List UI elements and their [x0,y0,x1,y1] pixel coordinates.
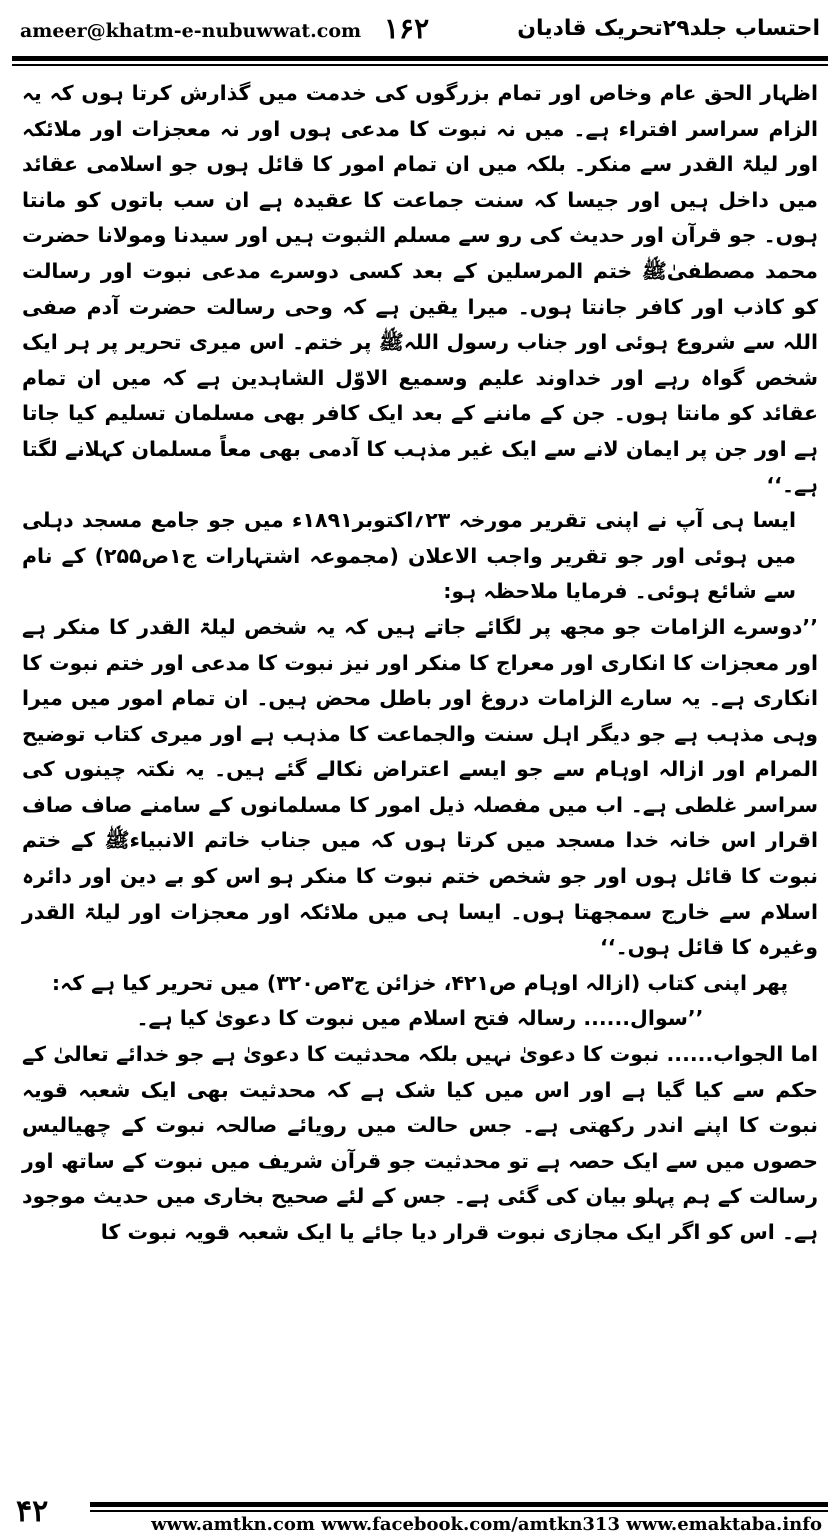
header-rule-thin [12,64,828,66]
paragraph-answer: اما الجواب...... نبوت کا دعویٰ نہیں بلکہ محدثیت کا دعویٰ ہے جو خدائے تعالیٰ کے حکم سے کیا گیا ہے اور اس میں کیا شک ہے کہ محدثیت بھی ایک شعبہ قویہ نبوت کا اپنے اندر رکھتی ہے۔ جس حالت میں رویائے صالحہ نبوت کے چھیالیس حصوں میں سے ایک حصہ ہے تو محدثیت جو قرآن شریف میں نبوت کے ساتھ اور رسالت کے ہم پہلو بیان کی گئی ہے۔ جس کے لئے صحیح بخاری میں حدیث موجود ہے۔ اس کو اگر ایک مجازی نبوت قرار دیا جائے یا ایک شعبہ قویہ نبوت کا [22,1042,818,1244]
header-book-title: احتساب جلد۲۹تحریک قادیان [517,16,820,41]
header-email: ameer@khatm-e-nubuwwat.com [20,20,362,42]
page-header [12,10,828,54]
header-page-number: ۱۶۲ [384,12,430,45]
body-text [22,76,818,1251]
paragraph-izala-auham-intro: پھر اپنی کتاب (ازالہ اوہام ص۴۲۱، خزائن ج۳ص۳۲۰) میں تحریر کیا ہے کہ: [51,970,789,995]
header-rule-thick [12,56,828,61]
footer-rule-thin [90,1510,828,1512]
paragraph-question: ’’سوال...... رسالہ فتح اسلام میں نبوت کا دعویٰ کیا ہے۔ [136,1006,704,1031]
footer-page-number: ۴۲ [16,1494,49,1529]
paragraph-delhi-speech-intro: ایسا ہی آپ نے اپنی تقریر مورخہ ۲۳؍اکتوبر۱۸۹۱ء میں جو جامع مسجد دہلی میں ہوئی اور جو تقریر واجب الاعلان (مجموعہ اشتہارات ج۱ص۲۵۵) کے نام سے شائع ہوئی۔ فرمایا ملاحظہ ہو: [22,508,797,604]
footer-rule-thick [90,1502,828,1507]
paragraph-declaration: اظہار الحق عام وخاص اور تمام بزرگوں کی خدمت میں گذارش کرتا ہوں کہ یہ الزام سراسر افتراء ہے۔ میں نہ نبوت کا مدعی ہوں اور نہ معجزات اور ملائکہ اور لیلۃ القدر سے منکر۔ بلکہ میں ان تمام امور کا قائل ہوں جو اسلامی عقائد میں داخل ہیں اور جیسا کہ سنت جماعت کا عقیدہ ہے ان سب باتوں کو مانتا ہوں۔ جو قرآن اور حدیث کی رو سے مسلم الثبوت ہیں اور سیدنا ومولانا حضرت محمد مصطفیٰﷺ ختم المرسلین کے بعد کسی دوسرے مدعی نبوت اور رسالت کو کاذب اور کافر جانتا ہوں۔ میرا یقین ہے کہ وحی رسالت حضرت آدم صفی اللہ سے شروع ہوئی اور جناب رسول اللہﷺ پر ختم۔ اس میری تحریر پر ہر ایک شخص گواہ رہے اور خداوند علیم وسمیع الاوّل الشاہدین ہے کہ میں ان تمام عقائد کو مانتا ہوں۔ جن کے ماننے کے بعد ایک کافر بھی مسلمان تسلیم کیا جاتا ہے اور جن پر ایمان لانے سے ایک غیر مذہب کا آدمی بھی معاً مسلمان کہلانے لگتا ہے۔‘‘ [22,81,818,497]
page-footer [12,1496,828,1536]
paragraph-delhi-speech-quote: ’’دوسرے الزامات جو مجھ پر لگائے جاتے ہیں کہ یہ شخص لیلۃ القدر کا منکر ہے اور معجزات کا انکاری اور معراج کا منکر اور نیز نبوت کا مدعی اور ختم نبوت کا انکاری ہے۔ یہ سارے الزامات دروغ اور باطل محض ہیں۔ ان تمام امور میں میرا وہی مذہب ہے جو دیگر اہل سنت والجماعت کا مذہب ہے اور میری کتاب توضیح المرام اور ازالہ اوہام سے جو ایسے اعتراض نکالے گئے ہیں۔ یہ نکتہ چینوں کی سراسر غلطی ہے۔ اب میں مفصلہ ذیل امور کا مسلمانوں کے سامنے صاف صاف اقرار اس خانہ خدا مسجد میں کرتا ہوں کہ میں جناب خاتم الانبیاءﷺ کے ختم نبوت کا قائل ہوں اور جو شخص ختم نبوت کا منکر ہو اس کو بے دین اور دائرہ اسلام سے خارج سمجھتا ہوں۔ ایسا ہی میں ملائکہ اور معجزات اور لیلۃ القدر وغیرہ کا قائل ہوں۔‘‘ [22,614,818,960]
footer-website-links: www.amtkn.com www.facebook.com/amtkn313 www.emaktaba.info [151,1514,822,1535]
